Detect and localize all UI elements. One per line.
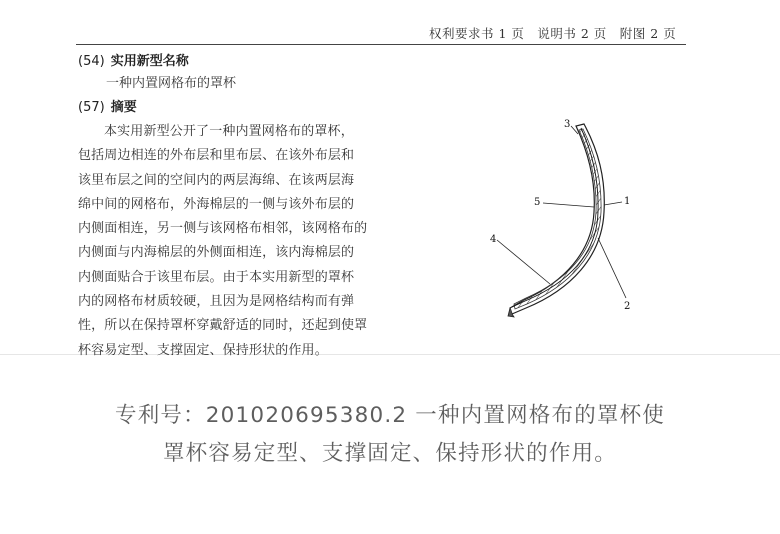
section-54-label: 实用新型名称 — [110, 54, 189, 69]
page-header-info: 权利要求书 1 页 说明书 2 页 附图 2 页 — [429, 26, 677, 41]
figure-label-2: 2 — [624, 301, 631, 312]
leader-2 — [598, 238, 626, 298]
abstract-line: 包括周边相连的外布层和里布层、在该外布层和 — [78, 148, 355, 164]
figure-label-1: 1 — [624, 196, 631, 207]
figure-label-5: 5 — [534, 197, 541, 208]
cup-cross-section-figure — [490, 112, 660, 327]
leader-5 — [543, 203, 594, 207]
section-54-number: (54) — [78, 54, 105, 69]
abstract-line: 内的网格布材质较硬，且因为是网格结构而有弹 — [78, 294, 355, 310]
header-rule — [76, 44, 686, 45]
figure-label-4: 4 — [490, 234, 497, 245]
abstract-text — [78, 120, 398, 363]
caption-line-2: 罩杯容易定型、支撑固定、保持形状的作用。 — [162, 441, 617, 466]
abstract-line: 性，所以在保持罩杯穿戴舒适的同时，还起到使罩 — [78, 318, 368, 334]
abstract-line: 内侧面相连，另一侧与该网格布相邻，该网格布的 — [78, 221, 368, 237]
leader-1 — [604, 202, 622, 205]
utility-model-title: 一种内置网格布的罩杯 — [106, 76, 237, 91]
mesh-fabric-line — [512, 128, 598, 307]
abstract-line: 该里布层之间的空间内的两层海绵、在该两层海 — [78, 172, 355, 188]
abstract-line: 杯容易定型、支撑固定、保持形状的作用。 — [78, 342, 328, 358]
section-57-number: (57) — [78, 100, 105, 115]
section-57-heading — [78, 96, 137, 115]
abstract-line: 内侧面贴合于该里布层。由于本实用新型的罩杯 — [78, 269, 355, 285]
section-54-heading — [78, 50, 189, 69]
figure-label-3: 3 — [564, 119, 571, 130]
abstract-line: 内侧面与内海棉层的外侧面相连，该内海棉层的 — [78, 245, 355, 261]
caption-line-1: 专利号：201020695380.2 一种内置网格布的罩杯使 — [115, 403, 665, 428]
section-57-label: 摘要 — [110, 100, 137, 115]
abstract-line: 绵中间的网格布，外海棉层的一侧与该外布层的 — [78, 196, 355, 212]
leader-4 — [497, 240, 550, 284]
abstract-line: 本实用新型公开了一种内置网格布的罩杯， — [104, 124, 354, 139]
